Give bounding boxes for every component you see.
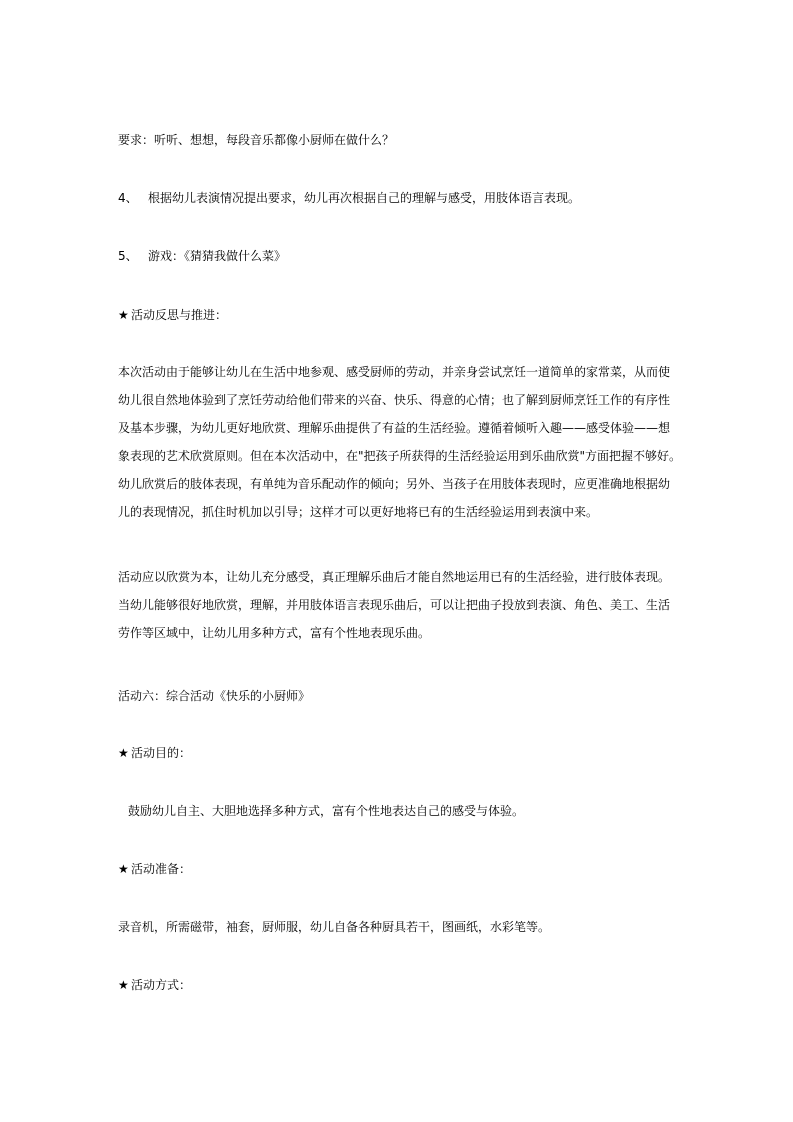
prep-text: 录音机，所需磁带，袖套，厨师服，幼儿自备各种厨具若干，图画纸，水彩笔等。 [118, 920, 551, 934]
requirement-text: 要求：听听、想想，每段音乐都像小厨师在做什么？ [118, 133, 395, 147]
paragraph-line: 活动应以欣赏为本，让幼儿充分感受，真正理解乐曲后才能自然地运用已有的生活经验，进行肢体表现。 [118, 570, 671, 584]
paragraph-line: 劳作等区域中，让幼儿用多种方式，富有个性地表现乐曲。 [118, 626, 431, 640]
paragraph-line: 儿的表现情况，抓住时机加以引导；这样才可以更好地将已有的生活经验运用到表演中来。 [118, 505, 599, 519]
reflection-heading [118, 307, 227, 323]
paragraph-line: 当幼儿能够很好地欣赏，理解，并用肢体语言表现乐曲后，可以让把曲子投放到表演、角色、美工、生活 [118, 598, 671, 612]
goal-heading-text: 活动目的： [131, 746, 192, 760]
star-icon: ★ [118, 308, 129, 322]
step-4-number: 4、 [118, 191, 138, 205]
star-icon: ★ [118, 978, 129, 992]
step-4-text: 根据幼儿表演情况提出要求，幼儿再次根据自己的理解与感受，用肢体语言表现。 [148, 191, 581, 205]
step-5 [118, 248, 286, 264]
reflection-heading-text: 活动反思与推进： [131, 308, 228, 322]
paragraph-line: 幼儿很自然地体验到了烹饪劳动给他们带来的兴奋、快乐、得意的心情；也了解到厨师烹饪工作的有序性 [118, 393, 671, 407]
goal-text: 鼓励幼儿自主、大胆地选择多种方式，富有个性地表达自己的感受与体验。 [128, 804, 525, 818]
prep-heading-text: 活动准备： [131, 862, 192, 876]
star-icon: ★ [118, 746, 129, 760]
paragraph-line: 象表现的艺术欣赏原则。但在本次活动中，在"把孩子所获得的生活经验运用到乐曲欣赏"方面把握不够好。 [118, 449, 682, 463]
activity6-title: 活动六：综合活动《快乐的小厨师》 [118, 689, 311, 703]
paragraph-line: 及基本步骤，为幼儿更好地欣赏、理解乐曲提供了有益的生活经验。遵循着倾听入趣——感受体验——想 [118, 421, 671, 435]
step-5-number: 5、 [118, 249, 138, 263]
step-5-text: 游戏：《猜猜我做什么菜》 [148, 249, 287, 263]
paragraph-line: 本次活动由于能够让幼儿在生活中地参观、感受厨师的劳动，并亲身尝试烹饪一道简单的家常菜，从而使 [118, 365, 671, 379]
method-heading [118, 977, 191, 993]
goal-heading [118, 745, 191, 761]
reflection-paragraph-1 [118, 358, 682, 526]
step-4 [118, 190, 580, 206]
reflection-paragraph-2 [118, 563, 678, 647]
paragraph-line: 幼儿欣赏后的肢体表现，有单纯为音乐配动作的倾向；另外、当孩子在用肢体表现时，应更准确地根据幼 [118, 477, 671, 491]
star-icon: ★ [118, 862, 129, 876]
prep-heading [118, 861, 191, 877]
method-heading-text: 活动方式： [131, 978, 192, 992]
